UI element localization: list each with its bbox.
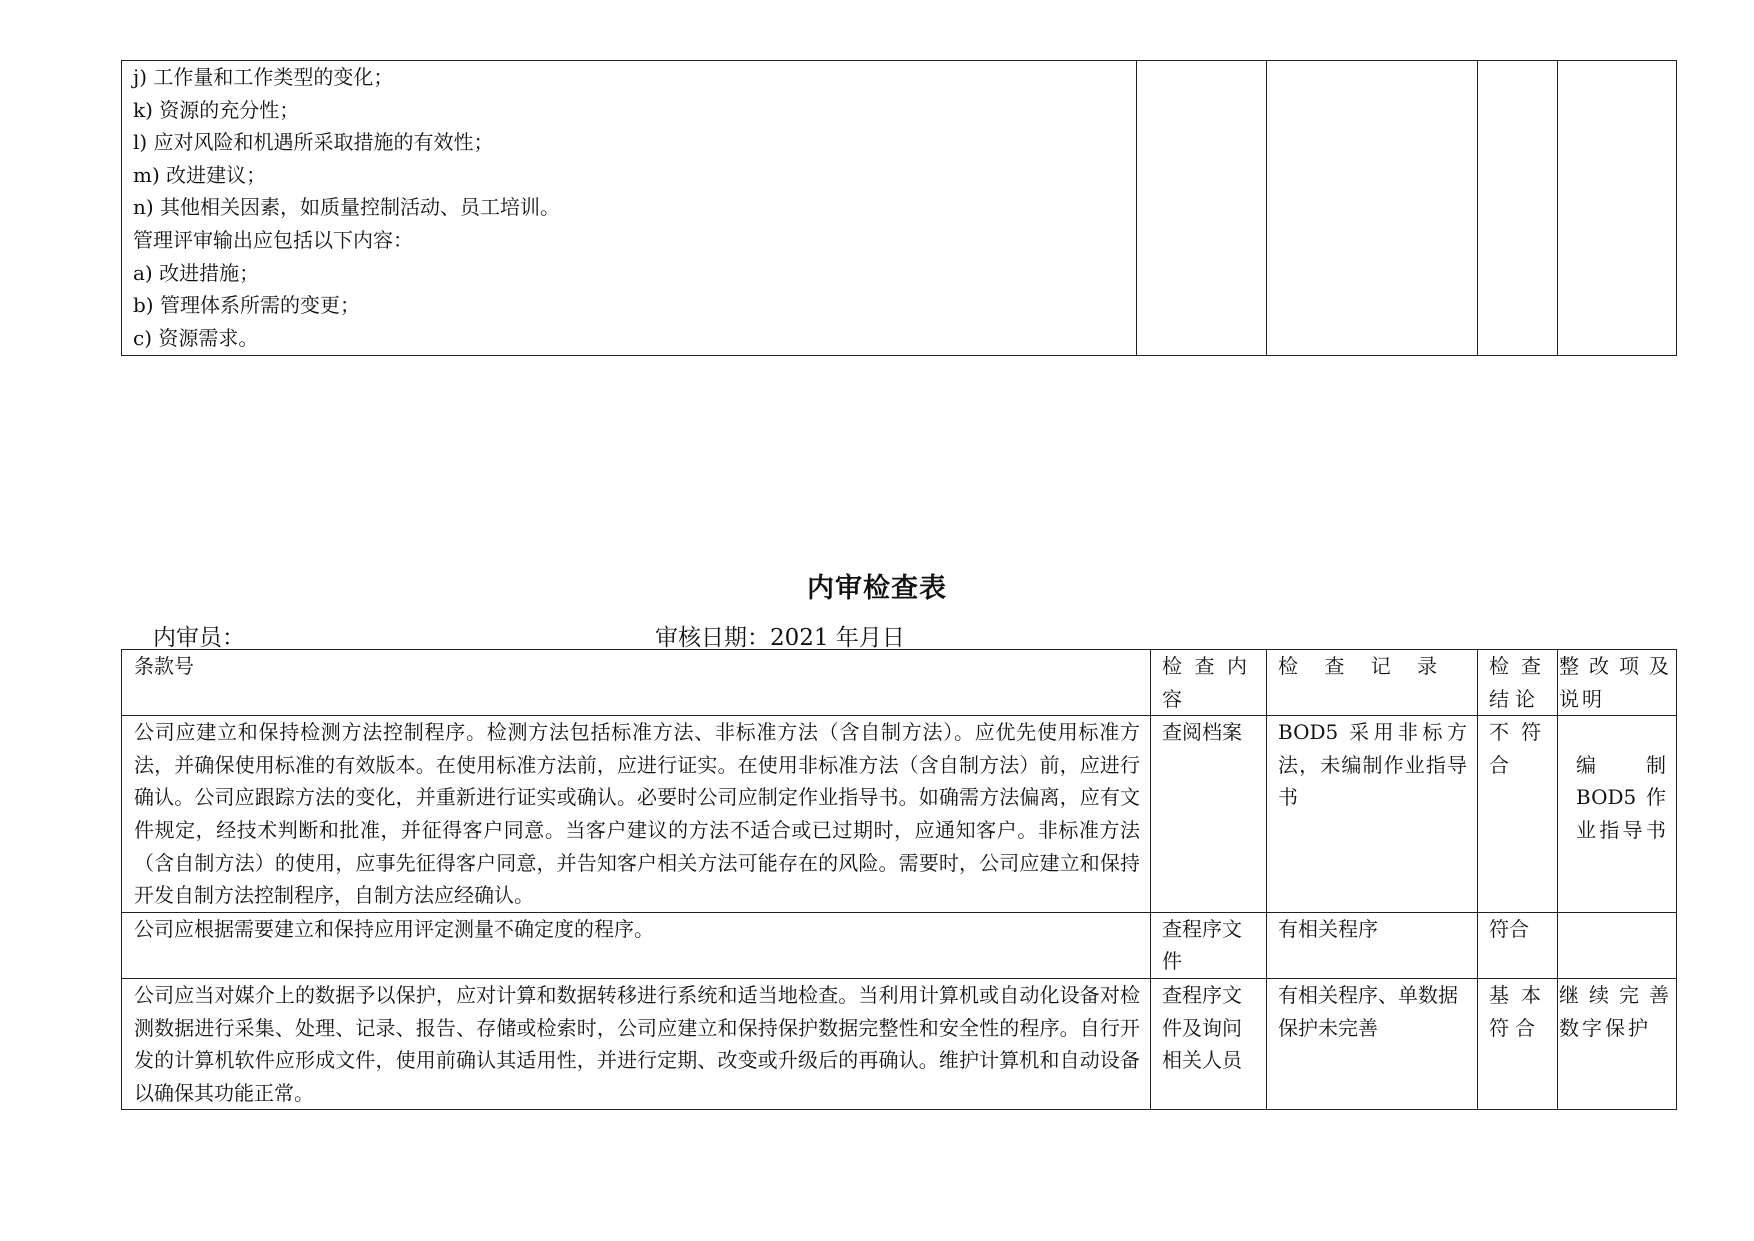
- audit-date: 审核日期：2021 年月日: [655, 625, 905, 651]
- check-content: 查阅档案: [1151, 716, 1267, 913]
- check-record: 有相关程序: [1267, 912, 1478, 978]
- check-record: 有相关程序、单数据保护未完善: [1267, 978, 1478, 1109]
- clause-text: 公司应当对媒介上的数据予以保护，应对计算和数据转移进行系统和适当地检查。当利用计算机或自动化设备对检测数据进行采集、处理、记录、报告、存储或检索时，公司应建立和保持保护数据完整性和安全性的程序。自行开发的计算机软件应形成文件，使用前确认其适用性，并进行定期、改变或升级后的再确认。维护计算机和自动设备以确保其功能正常。: [122, 978, 1151, 1109]
- header-rectification: 整改项及说明: [1558, 650, 1677, 716]
- rectification-note: 继续完善数字保护: [1558, 978, 1677, 1109]
- empty-cell: [1267, 61, 1478, 356]
- empty-cell: [1137, 61, 1267, 356]
- header-clause: 条款号: [122, 650, 1151, 716]
- clause-text: 公司应根据需要建立和保持应用评定测量不确定度的程序。: [122, 912, 1151, 978]
- review-items-cell: [122, 61, 1137, 356]
- audit-checklist-table: [121, 649, 1677, 1110]
- check-record: BOD5 采用非标方法，未编制作业指导书: [1267, 716, 1478, 913]
- table-header-row: [122, 650, 1677, 716]
- empty-cell: [1478, 61, 1558, 356]
- list-item: n) 其他相关因素，如质量控制活动、员工培训。: [133, 195, 561, 220]
- list-item: l) 应对风险和机遇所采取措施的有效性；: [133, 130, 494, 155]
- table-row: [122, 912, 1677, 978]
- list-item: j) 工作量和工作类型的变化；: [133, 65, 394, 89]
- header-record: [1267, 650, 1478, 716]
- check-content: 查程序文件: [1151, 912, 1267, 978]
- list-item: a) 改进措施；: [133, 260, 260, 285]
- rectification-text: 编制 BOD5 作业指导书: [1576, 752, 1666, 842]
- check-conclusion: 符合: [1478, 912, 1558, 978]
- check-conclusion: 基本符合: [1478, 978, 1558, 1109]
- auditor-label: 内审员：: [153, 625, 245, 651]
- list-item: m) 改进建议；: [133, 162, 267, 187]
- rectification-note: [1558, 716, 1677, 913]
- header-record-label: 检 查 记 录: [1278, 654, 1448, 678]
- check-content: 查程序文件及询问相关人员: [1151, 978, 1267, 1109]
- rectification-note: [1558, 912, 1677, 978]
- list-item: b) 管理体系所需的变更；: [133, 293, 360, 318]
- page-title: 内审检查表: [807, 573, 947, 604]
- list-item: k) 资源的充分性；: [133, 97, 300, 122]
- empty-cell: [1558, 61, 1677, 356]
- continuation-table: [121, 60, 1677, 356]
- table-row: [122, 716, 1677, 913]
- clause-text: 公司应建立和保持检测方法控制程序。检测方法包括标准方法、非标准方法（含自制方法）。应优先使用标准方法，并确保使用标准的有效版本。在使用标准方法前，应进行证实。在使用非标准方法（含自制方法）前，应进行确认。公司应跟踪方法的变化，并重新进行证实或确认。必要时公司应制定作业指导书。如确需方法偏离，应有文件规定，经技术判断和批准，并征得客户同意。当客户建议的方法不适合或已过期时，应通知客户。非标准方法（含自制方法）的使用，应事先征得客户同意，并告知客户相关方法可能存在的风险。需要时，公司应建立和保持开发自制方法控制程序，自制方法应经确认。: [122, 716, 1151, 913]
- list-item: 管理评审输出应包括以下内容：: [133, 227, 413, 252]
- list-item: c) 资源需求。: [133, 325, 259, 350]
- header-content: 检查内容: [1151, 650, 1267, 716]
- table-row: [122, 978, 1677, 1109]
- table-row: [122, 61, 1677, 356]
- header-conclusion: 检查结论: [1478, 650, 1558, 716]
- check-conclusion: 不符合: [1478, 716, 1558, 913]
